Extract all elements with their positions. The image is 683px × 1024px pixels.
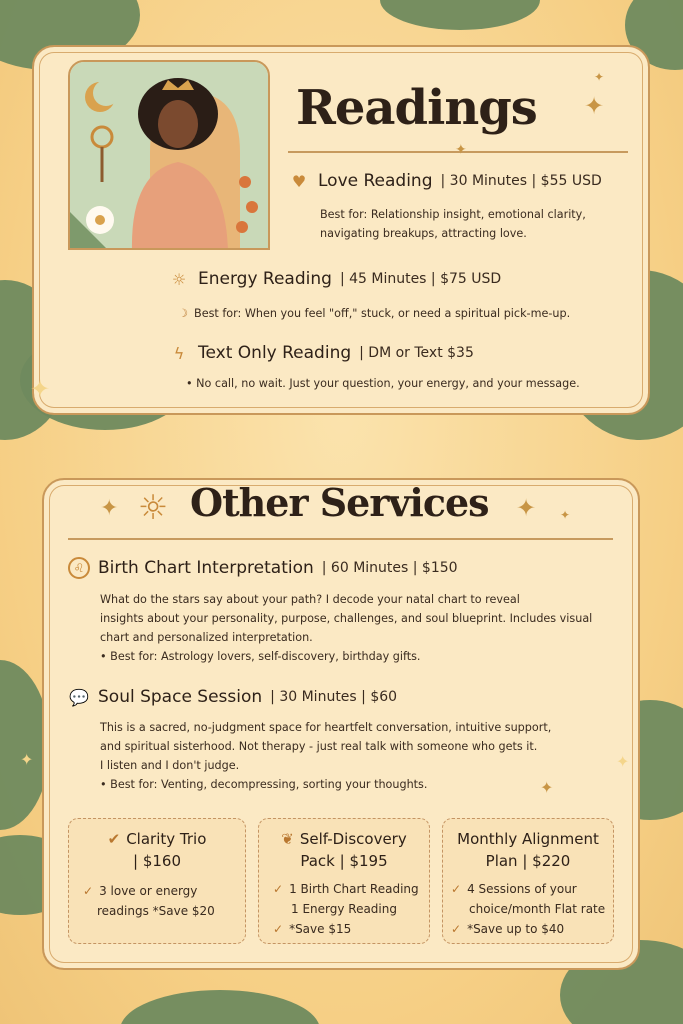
service-meta: | 60 Minutes | $150 [321,560,458,576]
birth-chart-row [68,557,458,579]
sun-icon: ☼ [171,269,187,289]
service-name: Birth Chart Interpretation [98,558,314,578]
sparkle-icon: ✦ [616,752,630,771]
service-name: Energy Reading [198,269,332,289]
service-name: Love Reading [318,171,433,191]
service-description: This is a sacred, no-judgment space for heartfelt conversation, intuitive support, and spiritual sisterhood. Not therapy - just real talk with someone who gets it. I listen and I don't judge. • Best for: Venting, decompressing, sorting your thoughts. [100,721,552,791]
service-meta: | 30 Minutes | $55 USD [440,173,602,189]
moon-icon: ☽ [178,307,189,320]
sparkle-icon: ✦ [560,508,571,522]
package-clarity-trio[interactable]: ✔ Clarity Trio | $160 ✓ 3 love or energy readings *Save $20 [68,818,246,944]
tarot-queen-illustration [68,60,270,250]
sparkle-icon: ✦ [584,92,605,120]
heart-icon: ♥ [291,171,307,191]
soul-space-row [68,686,397,708]
check-icon: ✓ [273,922,284,936]
service-description: • No call, no wait. Just your question, your energy, and your message. [186,377,580,390]
sparkle-icon: ✦ [516,494,537,522]
check-icon: ✓ [451,882,462,896]
bullet-icon: • [100,778,111,791]
bullet-icon: • [100,650,111,663]
service-description: ☽ Best for: When you feel "off," stuck, or need a spiritual pick-me-up. [178,307,571,320]
services-title: Other Services [190,480,489,525]
sparkle-icon: ✦ [30,375,51,403]
energy-reading-row [168,268,501,290]
check-icon: ✓ [451,922,462,936]
bullet-icon: • [186,377,197,390]
lightning-icon: ϟ [173,343,185,363]
sun-icon: ☼ [137,488,169,528]
check-icon: ✓ [273,882,284,896]
readings-title: Readings [296,80,537,136]
package-monthly-alignment[interactable]: Monthly Alignment Plan | $220 ✓ 4 Sessions of your choice/month Flat rate ✓ *Save up to $40 [442,818,614,944]
sparkle-icon: ✦ [455,142,467,158]
service-name: Soul Space Session [98,687,263,707]
check-icon: ✓ [83,884,94,898]
speech-bubble-icon: 💬 [69,687,89,707]
package-self-discovery[interactable]: ❦ Self-Discovery Pack | $195 ✓ 1 Birth Chart Reading 1 Energy Reading ✓ *Save $15 [258,818,430,944]
service-description: What do the stars say about your path? I decode your natal chart to reveal insights about your personality, purpose, challenges, and soul blueprint. Includes visual chart and personalized interpretation. • Best for: Astrology lovers, self-discovery, birthday gifts. [100,593,593,663]
love-reading-row [288,170,602,192]
text-reading-row [168,342,474,364]
sparkle-icon: ✦ [540,778,554,797]
sparkle-icon: ✦ [594,70,605,84]
service-meta: | 45 Minutes | $75 USD [339,271,502,287]
leaf-icon: ❦ [281,830,294,848]
sparkle-icon: ✦ [20,750,34,769]
service-description: Best for: Relationship insight, emotional clarity, navigating breakups, attracting love. [320,208,586,240]
service-meta: | DM or Text $35 [359,345,474,361]
check-badge-icon: ✔ [107,830,121,848]
zodiac-icon: ♌ [68,557,90,579]
service-name: Text Only Reading [198,343,352,363]
sparkle-icon: ✦ [100,496,119,521]
divider [68,538,613,540]
service-meta: | 30 Minutes | $60 [270,689,398,705]
